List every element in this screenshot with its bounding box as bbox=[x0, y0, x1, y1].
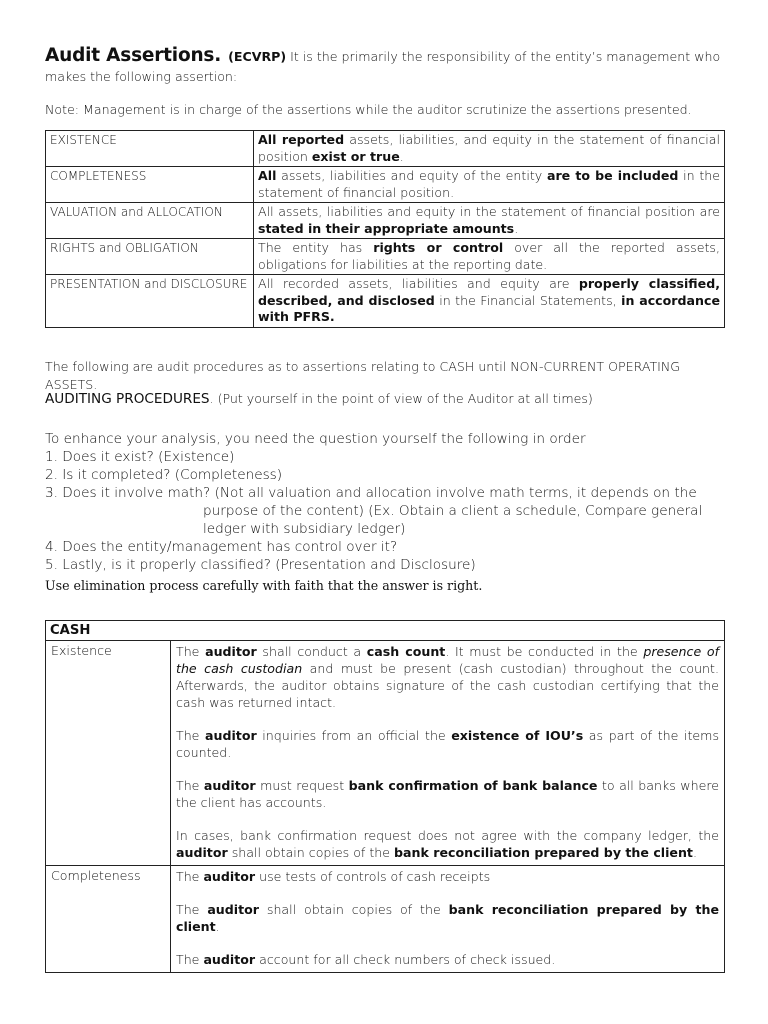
text-run: must request bbox=[255, 778, 349, 793]
emphasis-text: cash count bbox=[366, 644, 446, 659]
procedures-subtitle: . (Put yourself in the point of view of the Auditor at all times) bbox=[209, 391, 593, 406]
text-run: The entity has bbox=[258, 240, 374, 255]
assertion-row bbox=[46, 239, 725, 275]
emphasis-text: stated in their appropriate amounts bbox=[258, 220, 515, 236]
procedure-paragraph bbox=[176, 901, 719, 935]
text-run: and must be present (cash custodian) throughout the count. Afterwards, the auditor obtains signature of the cash custodian certifying that the cash was returned intact. bbox=[176, 661, 719, 710]
text-run: shall conduct a bbox=[256, 644, 367, 659]
text-run: account for all check numbers of check issued. bbox=[255, 952, 556, 967]
text-run: . bbox=[399, 148, 404, 164]
cash-table-body bbox=[46, 621, 725, 973]
text-run: as part of the items counted. bbox=[176, 728, 720, 760]
emphasis-text: rights or control bbox=[373, 240, 504, 255]
text-run: The bbox=[176, 728, 205, 743]
title-paragraph bbox=[45, 46, 722, 87]
emphasis-text: are to be included bbox=[546, 168, 679, 183]
procedure-paragraph bbox=[176, 868, 719, 885]
procedure-paragraph bbox=[176, 643, 719, 711]
assertion-name: PRESENTATION and DISCLOSURE bbox=[46, 275, 254, 328]
text-run: assets, liabilities, and equity in the statement of financial position bbox=[258, 132, 720, 164]
text-run: The bbox=[176, 952, 204, 967]
question-item: 4. Does the entity/management has control over it? bbox=[45, 539, 398, 555]
text-run: In cases, bank confirmation request does not agree with the company ledger, the bbox=[176, 828, 719, 843]
text-run: in the statement of financial position. bbox=[258, 168, 721, 200]
text-run: The bbox=[176, 902, 208, 917]
text-run: use tests of controls of cash receipts bbox=[255, 869, 491, 884]
assertion-label: Existence bbox=[46, 641, 171, 866]
assertion-description bbox=[254, 167, 725, 203]
question-item: 2. Is it completed? (Completeness) bbox=[45, 467, 283, 483]
text-run: over all the reported assets, obligations for liabilities at the reporting date. bbox=[258, 240, 720, 272]
text-run: The bbox=[176, 778, 204, 793]
cash-header: CASH bbox=[46, 621, 725, 641]
text-run: . It must be conducted in the bbox=[445, 644, 644, 659]
text-run: All assets, liabilities and equity in the statement of financial position are bbox=[258, 204, 720, 219]
emphasis-text: auditor bbox=[203, 869, 256, 884]
question-item-continuation: purpose of the content) (Ex. Obtain a client a schedule, Compare general bbox=[203, 503, 703, 519]
cash-procedures-table bbox=[45, 620, 725, 973]
assertion-row bbox=[46, 167, 725, 203]
emphasis-text: properly classified, described, and disclosed bbox=[258, 276, 720, 308]
assertion-description bbox=[254, 131, 725, 167]
assertion-description bbox=[254, 203, 725, 239]
text-run: . bbox=[215, 919, 220, 934]
text-run: The bbox=[176, 869, 204, 884]
assertion-name: COMPLETENESS bbox=[46, 167, 254, 203]
procedures-heading bbox=[45, 389, 722, 409]
text-run: to all banks where the client has accounts. bbox=[176, 778, 719, 810]
text-run: The bbox=[176, 644, 206, 659]
text-run: shall obtain copies of the bbox=[259, 902, 449, 917]
assertion-row bbox=[46, 131, 725, 167]
title-period: . bbox=[214, 45, 222, 66]
cash-procedure-row bbox=[46, 641, 725, 866]
emphasis-text: bank reconciliation prepared by the client bbox=[394, 845, 693, 860]
procedure-paragraph bbox=[176, 827, 719, 861]
assertion-name: EXISTENCE bbox=[46, 131, 254, 167]
title-intro: It is the primarily the responsibility of the entity’s management who makes the following assertion: bbox=[45, 49, 721, 84]
procedure-list bbox=[171, 641, 725, 866]
emphasis-text: auditor bbox=[176, 845, 228, 860]
emphasis-text: existence of IOU’s bbox=[451, 728, 584, 743]
title-acronym: (ECVRP) bbox=[228, 49, 287, 64]
assertion-label: Completeness bbox=[46, 866, 171, 973]
assertions-table bbox=[45, 130, 725, 328]
assertion-description bbox=[254, 239, 725, 275]
guide-questions bbox=[45, 430, 722, 574]
assertion-name: VALUATION and ALLOCATION bbox=[46, 203, 254, 239]
procedures-intro: The following are audit procedures as to assertions relating to CASH until NON-CURRENT OPERATING ASSETS. bbox=[45, 359, 681, 392]
question-item-continuation: ledger with subsidiary ledger) bbox=[203, 521, 406, 537]
procedure-list bbox=[171, 866, 725, 973]
emphasis-text: bank confirmation of bank balance bbox=[348, 778, 598, 793]
question-item: 1. Does it exist? (Existence) bbox=[45, 449, 235, 465]
document-title: Audit Assertions bbox=[45, 45, 215, 66]
emphasis-text: in accordance with PFRS. bbox=[258, 292, 720, 324]
cash-header-row bbox=[46, 621, 725, 641]
cash-procedure-row bbox=[46, 866, 725, 973]
text-run: assets, liabilities and equity of the entity bbox=[276, 168, 547, 183]
procedure-paragraph bbox=[176, 727, 719, 761]
emphasis-text: auditor bbox=[205, 728, 257, 743]
italic-text: presence of the cash custodian bbox=[176, 644, 719, 676]
text-run: inquiries from an official the bbox=[256, 728, 452, 743]
elimination-note: Use elimination process carefully with faith that the answer is right. bbox=[45, 578, 483, 593]
emphasis-text: auditor bbox=[203, 778, 256, 793]
emphasis-text: All reported bbox=[258, 132, 345, 147]
question-item: 3. Does it involve math? (Not all valuation and allocation involve math terms, it depends on the bbox=[45, 485, 697, 501]
assertion-description bbox=[254, 275, 725, 328]
emphasis-text: exist or true bbox=[311, 148, 400, 164]
text-run: All recorded assets, liabilities and equity are bbox=[258, 276, 579, 291]
emphasis-text: auditor bbox=[207, 902, 259, 917]
emphasis-text: All bbox=[258, 168, 277, 183]
text-run: shall obtain copies of the bbox=[227, 845, 395, 860]
questions-intro: To enhance your analysis, you need the question yourself the following in order bbox=[45, 431, 586, 447]
assertion-name: RIGHTS and OBLIGATION bbox=[46, 239, 254, 275]
assertion-row bbox=[46, 275, 725, 328]
procedures-title: AUDITING PROCEDURES bbox=[45, 391, 210, 407]
assertion-row bbox=[46, 203, 725, 239]
text-run: . bbox=[692, 845, 697, 860]
emphasis-text: auditor bbox=[203, 952, 256, 967]
text-run: in the Financial Statements, bbox=[434, 292, 622, 308]
text-run: . bbox=[514, 220, 519, 236]
emphasis-text: bank reconciliation prepared by the client bbox=[176, 902, 719, 934]
management-note: Note: Management is in charge of the assertions while the auditor scrutinize the assertions presented. bbox=[45, 102, 692, 117]
procedure-paragraph bbox=[176, 777, 719, 811]
question-item: 5. Lastly, is it properly classified? (Presentation and Disclosure) bbox=[45, 557, 476, 573]
procedure-paragraph bbox=[176, 951, 719, 968]
emphasis-text: auditor bbox=[205, 644, 257, 659]
assertions-table-body bbox=[46, 131, 725, 328]
